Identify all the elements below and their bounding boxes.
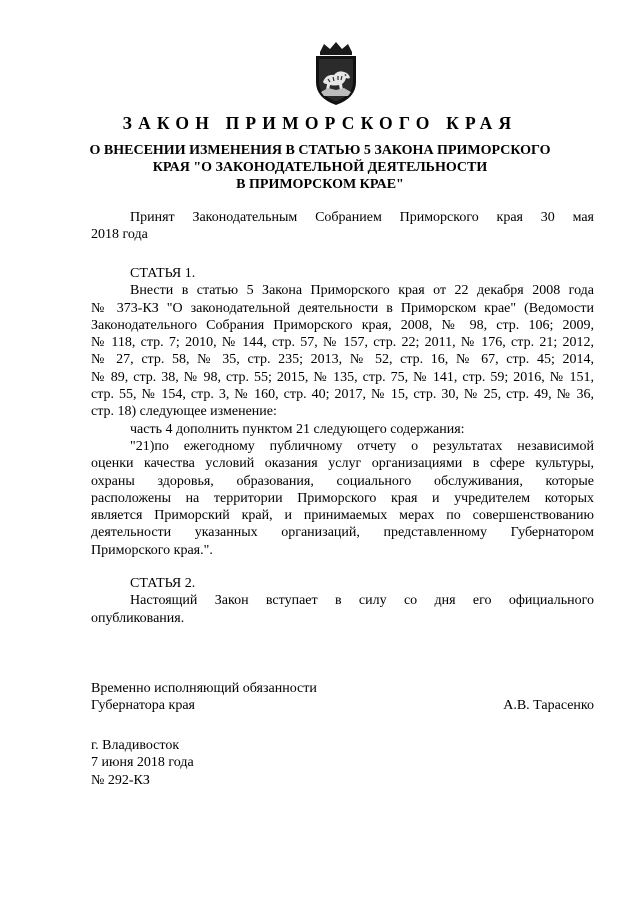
article-2-heading: СТАТЬЯ 2. [130, 576, 196, 591]
article-1-line: № 118, стр. 7; 2010, № 144, стр. 57, № 157, стр. 22; 2011, № 176, стр. 21; 2012, [91, 335, 594, 351]
article-1-amendment-intro: часть 4 дополнить пунктом 21 следующего содержания: [130, 421, 465, 437]
footer-city: г. Владивосток [91, 738, 180, 753]
signature-position: Временно исполняющий обязанности [91, 681, 317, 696]
article-1-amendment-line: деятельности указанных организаций, представленному Губернатором [91, 525, 594, 541]
article-1-amendment-line: "21)по ежегодному публичному отчету о результатах независимой [130, 438, 594, 454]
article-1-line: № 89, стр. 38, № 98, стр. 55; 2015, № 135, стр. 75, № 141, стр. 59; 2016, № 151, [91, 369, 594, 385]
adopted-line: Принят Законодательным Собранием Приморского края 30 мая [130, 210, 594, 225]
article-1-amendment-line: расположены на территории Приморского края и учредителем которых [91, 490, 594, 506]
signature-block [91, 680, 594, 715]
article-1-line: Законодательного Собрания Приморского края, 2008, № 98, стр. 106; 2009, [91, 317, 594, 333]
article-1-amendment-line: оценки качества условий оказания услуг организациями в сфере культуры, [91, 456, 594, 472]
coat-of-arms-icon [308, 42, 364, 106]
subtitle-line: В ПРИМОРСКОМ КРАЕ" [236, 177, 404, 192]
footer-number: № 292-КЗ [91, 772, 150, 788]
law-title: ЗАКОН ПРИМОРСКОГО КРАЯ [122, 113, 518, 133]
signature-name: А.В. Тарасенко [503, 698, 594, 714]
article-1-line: № 373-КЗ "О законодательной деятельности в Приморском крае" (Ведомости [91, 300, 594, 316]
article-1-line: стр. 55, № 154, стр. 3, № 160, стр. 40; 2017, № 15, стр. 30, № 25, стр. 49, № 36, [91, 387, 594, 403]
article-1-amendment-line: является Приморский край, и принимаемых мерах по совершенствованию [91, 508, 594, 524]
article-1-line: № 27, стр. 58, № 35, стр. 235; 2013, № 52, стр. 16, № 67, стр. 45; 2014, [91, 352, 594, 368]
article-2 [91, 575, 594, 627]
signature-position: Губернатора края [91, 698, 195, 714]
article-2-line: Настоящий Закон вступает в силу со дня его официального [130, 593, 594, 609]
article-1-amendment-line: охраны здоровья, образования, социального обслуживания, которые [91, 473, 594, 489]
subtitle-line: КРАЯ "О ЗАКОНОДАТЕЛЬНОЙ ДЕЯТЕЛЬНОСТИ [152, 160, 488, 175]
adopted-paragraph [91, 209, 594, 244]
law-subtitle [0, 142, 640, 193]
article-1-heading: СТАТЬЯ 1. [130, 266, 196, 281]
document-footer [91, 737, 594, 789]
article-1 [91, 265, 594, 559]
article-1-line: Внести в статью 5 Закона Приморского края от 22 декабря 2008 года [130, 283, 594, 299]
subtitle-line: О ВНЕСЕНИИ ИЗМЕНЕНИЯ В СТАТЬЮ 5 ЗАКОНА ПРИМОРСКОГО [89, 143, 551, 158]
article-1-amendment-line: Приморского края.". [91, 542, 213, 558]
article-1-line: стр. 18) следующее изменение: [91, 404, 277, 420]
footer-date: 7 июня 2018 года [91, 755, 194, 771]
article-2-line: опубликования. [91, 610, 185, 626]
adopted-line: 2018 года [91, 227, 148, 243]
